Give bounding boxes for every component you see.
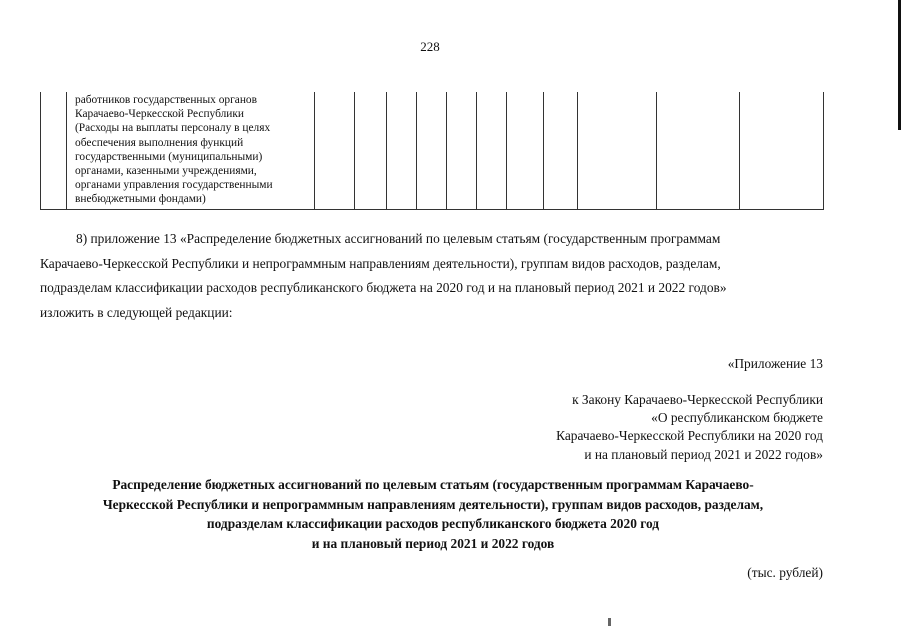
table-column-divider	[66, 92, 67, 209]
table-fragment	[40, 92, 824, 210]
table-cell-description	[75, 93, 315, 207]
table-column-divider	[416, 92, 417, 209]
table-column-divider	[506, 92, 507, 209]
appendix-line: к Закону Карачаево-Черкесской Республики	[572, 392, 823, 407]
table-column-divider	[386, 92, 387, 209]
paragraph-line: 8) приложение 13 «Распределение бюджетных ассигнований по целевым статьям (государственным программам	[76, 231, 721, 246]
appendix-reference	[556, 391, 823, 464]
paragraph-line: Карачаево-Черкесской Республики и непрограммным направлениям деятельности), группам видов расходов, разделам,	[40, 255, 721, 271]
table-cell-line: внебюджетными фондами)	[75, 193, 206, 206]
table-cell-line: работников государственных органов	[75, 94, 258, 106]
heading-line: Черкесской Республики и непрограммным направлениям деятельности), группам видов расходов, разделам,	[102, 496, 764, 512]
document-heading	[40, 475, 826, 553]
table-cell-line: органами управления государственными	[75, 179, 273, 192]
appendix-line: «О республиканском бюджете	[651, 410, 823, 426]
table-column-divider	[577, 92, 578, 209]
units-label: (тыс. рублей)	[747, 565, 823, 580]
table-column-divider	[656, 92, 657, 209]
table-column-divider	[739, 92, 740, 209]
appendix-line: и на плановый период 2021 и 2022 годов»	[584, 446, 823, 462]
scan-mark	[608, 618, 611, 626]
table-cell-line: государственными (муниципальными)	[75, 150, 263, 163]
paragraph-line: изложить в следующей редакции:	[40, 305, 233, 321]
page-number: 228	[420, 39, 440, 54]
paragraph-line: подразделам классификации расходов республиканского бюджета на 2020 год и на плановый период 2021 и 2022 годов»	[40, 280, 727, 296]
table-cell-line: органами, казенными учреждениями,	[75, 165, 257, 178]
heading-line: и на плановый период 2021 и 2022 годов	[311, 535, 555, 551]
appendix-line: Карачаево-Черкесской Республики на 2020 год	[556, 428, 823, 444]
table-column-divider	[446, 92, 447, 209]
table-column-divider	[354, 92, 355, 209]
heading-line: подразделам классификации расходов республиканского бюджета 2020 год	[206, 516, 660, 531]
table-cell-line: обеспечения выполнения функций	[75, 136, 244, 149]
amendment-paragraph	[40, 227, 826, 326]
table-column-divider	[543, 92, 544, 209]
table-column-divider	[476, 92, 477, 209]
table-cell-line: Карачаево-Черкесской Республики	[75, 108, 245, 121]
heading-line: Распределение бюджетных ассигнований по целевым статьям (государственным программам Карачаево-	[112, 477, 754, 492]
table-cell-line: (Расходы на выплаты персоналу в целях	[75, 122, 271, 135]
appendix-title: «Приложение 13	[727, 356, 823, 371]
